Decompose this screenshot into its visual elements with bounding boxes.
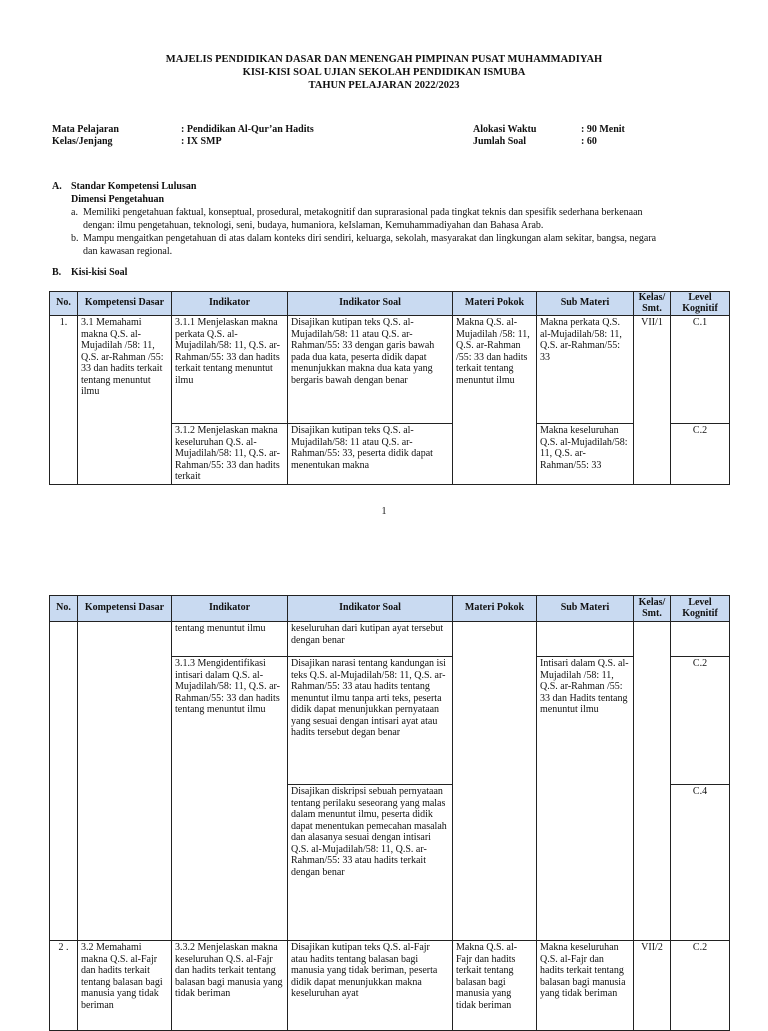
- indikator-soal-cell: Disajikan narasi tentang kandungan isi teks Q.S. al-Mujadilah/58: 11, Q.S. ar-Rahman/55: 33 atau hadits tentang menuntut ilmu tanpa arti teks, peserta didik dapat menunjukkan pernyataan yang sesuai dengan intisari ayat atau hadits tersebut degan benar: [288, 657, 453, 785]
- row-number: 2 .: [50, 941, 78, 1031]
- th-materi-pokok: Materi Pokok: [453, 596, 537, 622]
- th-indikator-soal: Indikator Soal: [288, 292, 453, 316]
- item-a-line1: Memiliki pengetahuan faktual, konseptual, prosedural, metakognitif dan suprarasional pada tingkat teknis dan spesifik sederhana berkenaan: [83, 207, 643, 218]
- sub-materi-cell: Makna perkata Q.S. al-Mujadilah/58: 11, Q.S. ar-Rahman/55: 33: [537, 316, 634, 424]
- indikator-soal-cell: keseluruhan dari kutipan ayat tersebut dengan benar: [288, 622, 453, 657]
- kelas-cell: VII/2: [634, 941, 671, 1031]
- section-b-letter: B.: [52, 267, 62, 278]
- indikator-soal-cell: Disajikan kutipan teks Q.S. al-Mujadilah/58: 11 atau Q.S. ar-Rahman/55: 33, peserta didik dapat menentukan makna: [288, 424, 453, 485]
- indikator-soal-cell: Disajikan kutipan teks Q.S. al-Fajr atau hadits tentang balasan bagi manusia yang tidak beriman, peserta didik dapat menunjukkan makna keseluruhan ayat: [288, 941, 453, 1031]
- th-kompetensi-dasar: Kompetensi Dasar: [78, 596, 172, 622]
- th-no: No.: [50, 292, 78, 316]
- level-cell: C.1: [671, 316, 730, 424]
- section-a-subtitle: Dimensi Pengetahuan: [71, 194, 165, 205]
- materi-pokok-cell: [453, 622, 537, 941]
- th-indikator-soal: Indikator Soal: [288, 596, 453, 622]
- kelas-value: : IX SMP: [181, 136, 222, 147]
- indikator-cell: 3.1.3 Mengidentifikasi intisari dalam Q.S. al-Mujadilah/58: 11, Q.S. ar-Rahman/55: 33 dan hadits tentang menuntut ilmu: [172, 657, 288, 941]
- materi-pokok-cell: Makna Q.S. al-Fajr dan hadits terkait tentang balasan bagi manusia yang tidak beriman: [453, 941, 537, 1031]
- row-number: 1.: [50, 316, 78, 485]
- indikator-soal-cell: Disajikan diskripsi sebuah pernyataan tentang perilaku seseorang yang malas dalam menuntut ilmu, peserta didik dapat menentukan pemecahan masalah dan alasanya sesuai dengan intisari Q.S. al-Mujadilah/58: 11, Q.S. ar-Rahman/55: 33 atau hadits terkait dengan benar: [288, 785, 453, 941]
- th-sub-materi: Sub Materi: [537, 292, 634, 316]
- th-indikator: Indikator: [172, 292, 288, 316]
- th-kelas-smt: Kelas/ Smt.: [634, 596, 671, 622]
- doc-header-line1: MAJELIS PENDIDIKAN DASAR DAN MENENGAH PIMPINAN PUSAT MUHAMMADIYAH: [165, 54, 603, 65]
- table-row: [50, 316, 730, 424]
- sub-materi-cell: [537, 622, 634, 657]
- section-a-letter: A.: [52, 181, 62, 192]
- alokasi-value: : 90 Menit: [581, 124, 625, 135]
- indikator-cell: tentang menuntut ilmu: [172, 622, 288, 657]
- jumlah-label: Jumlah Soal: [473, 136, 527, 147]
- item-a-line2: dengan: ilmu pengetahuan, teknologi, seni, budaya, humaniora, keIslaman, Kemuhammadiyahan dan Bahasa Arab.: [83, 220, 544, 231]
- table-row: [50, 941, 730, 1031]
- kompetensi-dasar-cell: 3.2 Memahami makna Q.S. al-Fajr dan hadits terkait tentang balasan bagi manusia yang tidak beriman: [78, 941, 172, 1031]
- alokasi-label: Alokasi Waktu: [473, 124, 537, 135]
- level-cell: C.2: [671, 941, 730, 1031]
- level-cell: C.4: [671, 785, 730, 941]
- mapel-label: Mata Pelajaran: [52, 124, 119, 135]
- item-b-line1: Mampu mengaitkan pengetahuan di atas dalam konteks diri sendiri, keluarga, sekolah, masyarakat dan lingkungan alam sekitar, bangsa, negara: [83, 233, 657, 244]
- level-cell: C.2: [671, 657, 730, 785]
- kelas-cell: VII/1: [634, 316, 671, 485]
- item-b-mark: b.: [71, 233, 79, 244]
- item-a-mark: a.: [71, 207, 78, 218]
- kelas-cell: [634, 622, 671, 941]
- sub-materi-cell: Intisari dalam Q.S. al-Mujadilah /58: 11, Q.S. ar-Rahman /55: 33 dan Hadits tentang menuntut ilmu: [537, 657, 634, 941]
- th-materi-pokok: Materi Pokok: [453, 292, 537, 316]
- indikator-cell: 3.3.2 Menjelaskan makna keseluruhan Q.S. al-Fajr dan hadits terkait tentang balasan bagi manusia yang tidak beriman: [172, 941, 288, 1031]
- section-b-title: Kisi-kisi Soal: [71, 267, 128, 278]
- th-kelas-smt: Kelas/ Smt.: [634, 292, 671, 316]
- jumlah-value: : 60: [581, 136, 597, 147]
- th-level-kognitif: Level Kognitif: [671, 292, 730, 316]
- item-b-line2: dan kawasan regional.: [83, 246, 173, 257]
- kompetensi-dasar-cell: [78, 622, 172, 941]
- page-number: 1: [381, 506, 387, 517]
- indikator-cell: 3.1.1 Menjelaskan makna perkata Q.S. al-Mujadilah/58: 11, Q.S. ar-Rahman/55: 33 dan hadits terkait tentang menuntut ilmu: [172, 316, 288, 424]
- kelas-label: Kelas/Jenjang: [52, 136, 113, 147]
- th-indikator: Indikator: [172, 596, 288, 622]
- level-cell: C.2: [671, 424, 730, 485]
- indikator-soal-cell: Disajikan kutipan teks Q.S. al-Mujadilah/58: 11 atau Q.S. ar-Rahman/55: 33 dengan garis bawah pada dua kata, peserta didik dapat menunjukkan makna dua kata yang bergaris bawah dengan benar: [288, 316, 453, 424]
- doc-header-line3: TAHUN PELAJARAN 2022/2023: [308, 80, 460, 91]
- doc-header-line2: KISI-KISI SOAL UJIAN SEKOLAH PENDIDIKAN ISMUBA: [242, 67, 526, 78]
- mapel-value: : Pendidikan Al-Qur’an Hadits: [181, 124, 314, 135]
- indikator-cell: 3.1.2 Menjelaskan makna keseluruhan Q.S. al-Mujadilah/58: 11, Q.S. ar-Rahman/55: 33 dan hadits terkait: [172, 424, 288, 485]
- table-row: [50, 622, 730, 657]
- th-no: No.: [50, 596, 78, 622]
- materi-pokok-cell: Makna Q.S. al-Mujadilah /58: 11, Q.S. ar-Rahman /55: 33 dan hadits terkait tentang menuntut ilmu: [453, 316, 537, 485]
- kisi-table-page2: [49, 595, 730, 1031]
- kompetensi-dasar-cell: 3.1 Memahami makna Q.S. al-Mujadilah /58: 11, Q.S. ar-Rahman /55: 33 dan hadits terkait tentang menuntut ilmu: [78, 316, 172, 485]
- sub-materi-cell: Makna keseluruhan Q.S. al-Fajr dan hadits terkait tentang balasan bagi manusia yang tidak beriman: [537, 941, 634, 1031]
- th-sub-materi: Sub Materi: [537, 596, 634, 622]
- kisi-table-page1: [49, 291, 730, 485]
- th-level-kognitif: Level Kognitif: [671, 596, 730, 622]
- row-number: [50, 622, 78, 941]
- level-cell: [671, 622, 730, 657]
- sub-materi-cell: Makna keseluruhan Q.S. al-Mujadilah/58: 11, Q.S. ar-Rahman/55: 33: [537, 424, 634, 485]
- th-kompetensi-dasar: Kompetensi Dasar: [78, 292, 172, 316]
- section-a-title: Standar Kompetensi Lulusan: [71, 181, 197, 192]
